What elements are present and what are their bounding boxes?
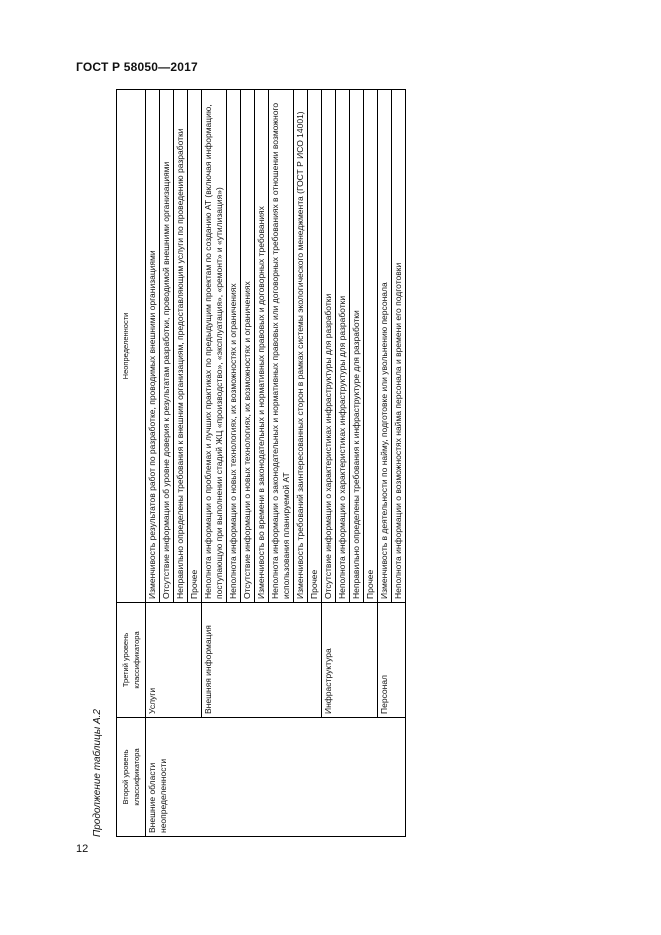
rotated-table-area (92, 90, 601, 837)
uncertainty-cell: Прочее (308, 90, 322, 603)
uncertainty-cell: Неполнота информации о проблемах и лучших практиках по предыдущим проектам по созданию АТ (включая информацию, поступающую при выполнении стадий ЖЦ «производство», «эксплуатация», «ремонт» и «утилизация») (202, 90, 227, 603)
uncertainty-cell: Прочее (188, 90, 202, 603)
uncertainty-cell: Изменчивость во времени в законодательных и нормативных правовых и договорных требованиях (255, 90, 269, 603)
classifier-table (116, 89, 406, 837)
level3-cell: Внешняя информация (202, 603, 322, 718)
column-header-uncertainties: Неопределенности (117, 90, 146, 603)
level3-cell: Инфраструктура (322, 603, 378, 718)
uncertainty-cell: Неправильно определены требования к инфраструктуре для разработки (350, 90, 364, 603)
uncertainty-cell: Неполнота информации о новых технологиях, их возможностях и ограничениях (227, 90, 241, 603)
level3-cell: Услуги (146, 603, 202, 718)
column-header-level3: Третий уровень классификатора (117, 603, 146, 718)
document-header: ГОСТ Р 58050—2017 (76, 60, 198, 74)
column-header-level2: Второй уровень классификатора (117, 718, 146, 837)
uncertainty-cell: Неполнота информации о характеристиках инфраструктуры для разработки (336, 90, 350, 603)
uncertainty-cell: Отсутствие информации о новых технологиях, их возможностях и ограничениях (241, 90, 255, 603)
uncertainty-cell: Прочее (364, 90, 378, 603)
uncertainty-cell: Неполнота информации о законодательных и нормативных правовых или договорных требованиях в отношении возможного использования планируемой АТ (269, 90, 294, 603)
uncertainty-cell: Неполнота информации о возможностях найма персонала и времени его подготовки (392, 90, 406, 603)
level2-cell: Внешние области неопределенности (146, 718, 406, 837)
uncertainty-cell: Неправильно определены требования к внешним организациям, предоставляющим услуги по проведению разработки (174, 90, 188, 603)
uncertainty-cell: Изменчивость требований заинтересованных сторон в рамках системы экологического менеджмента (ГОСТ Р ИСО 14001) (294, 90, 308, 603)
level3-cell: Персонал (378, 603, 406, 718)
table-row (146, 90, 160, 837)
uncertainty-cell: Отсутствие информации об уровне доверия к результатам разработки, проводимой внешними организациями (160, 90, 174, 603)
page-number: 12 (76, 843, 89, 855)
uncertainty-cell: Отсутствие информации о характеристиках инфраструктуры для разработки (322, 90, 336, 603)
table-caption: Продолжение таблицы А.2 (92, 709, 103, 837)
table-body (146, 90, 406, 837)
uncertainty-cell: Изменчивость в деятельности по найму, подготовке или увольнению персонала (378, 90, 392, 603)
uncertainty-cell: Изменчивость результатов работ по разработке, проводимых внешними организациями (146, 90, 160, 603)
